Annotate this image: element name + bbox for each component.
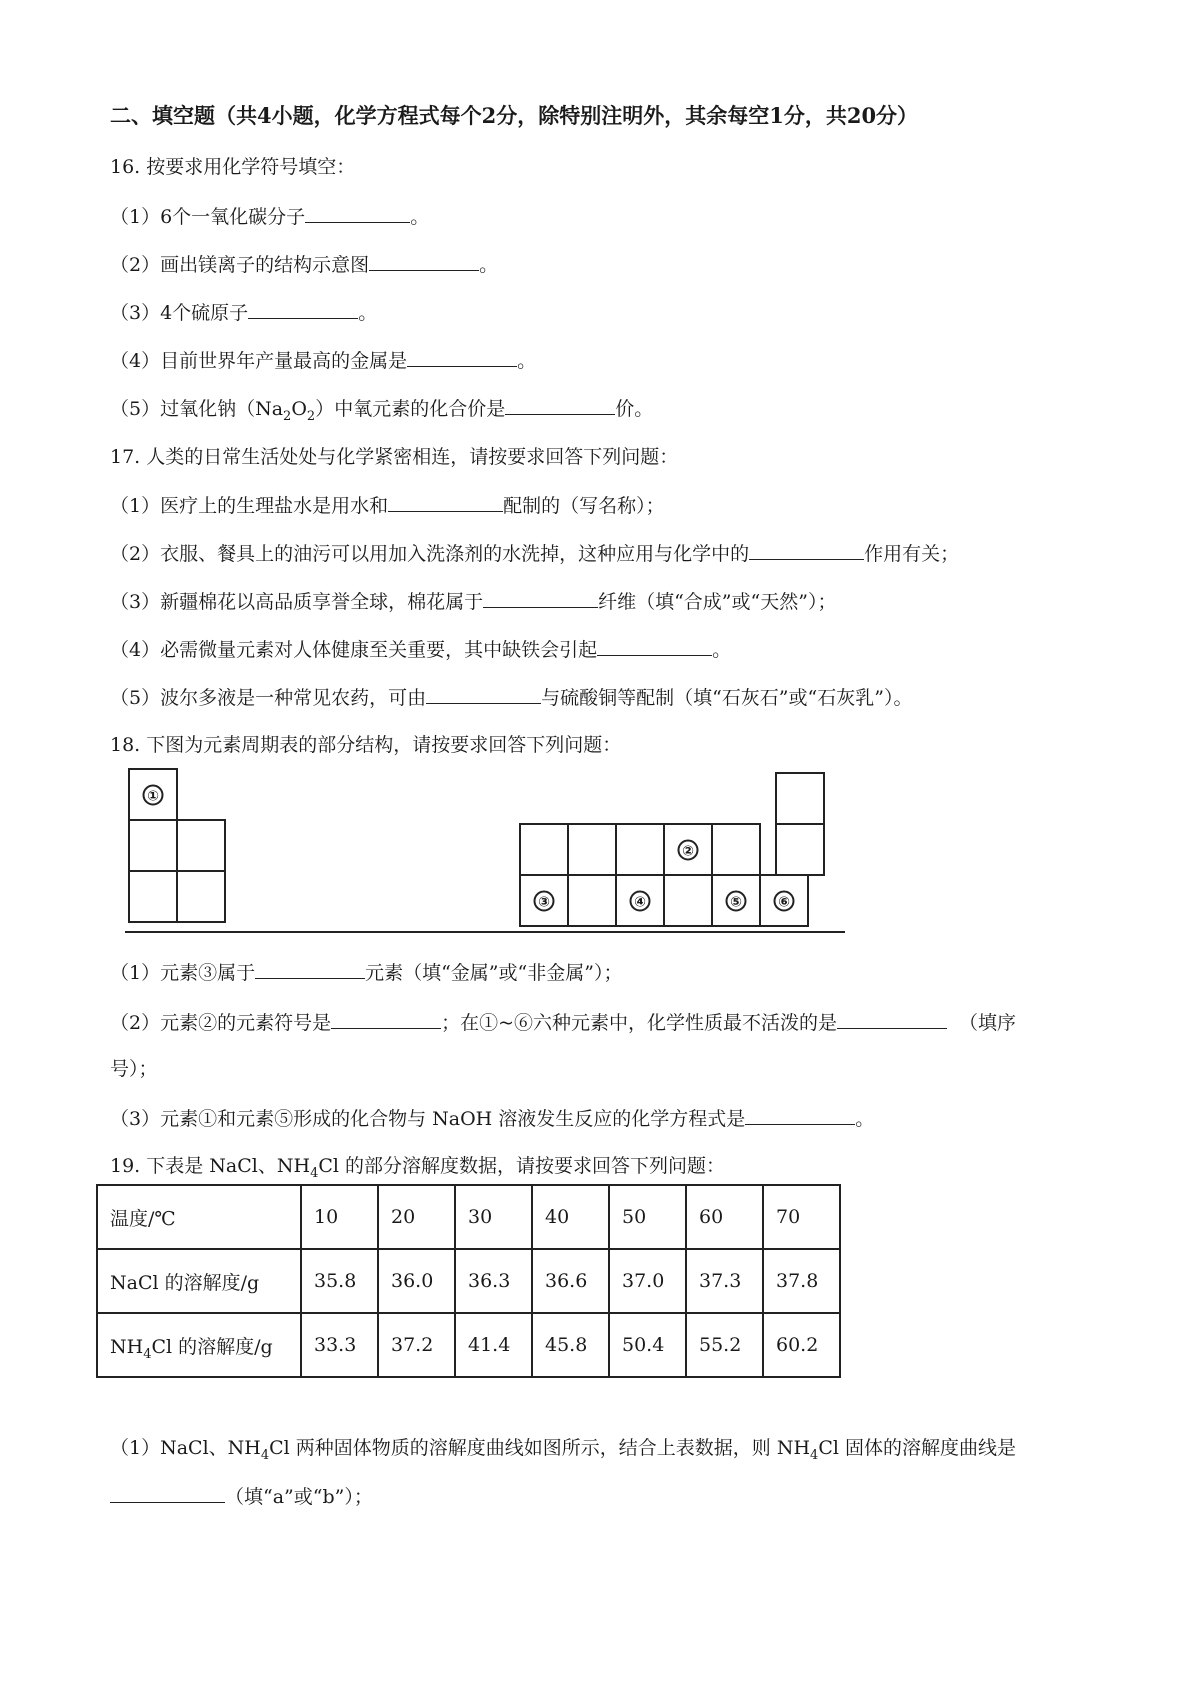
q16-part5-text: （5）过氧化钠（Na <box>110 398 284 420</box>
element-4-label: ④ <box>630 890 651 911</box>
q19-part1 <box>110 1436 1016 1463</box>
q19-part1-text: （填“a”或“b”）； <box>225 1486 373 1508</box>
q18-part2-text: （填序 <box>959 1012 1017 1034</box>
temp-cell: 10 <box>301 1185 378 1249</box>
q16-part3 <box>110 300 377 325</box>
q16-part2-text: （2）画出镁离子的结构示意图 <box>110 254 370 276</box>
q18-stem: 18. 下图为元素周期表的部分结构，请按要求回答下列问题： <box>110 734 622 756</box>
q19-part1-text: Cl 固体的溶解度曲线是 <box>818 1437 1016 1459</box>
q18-part1 <box>110 960 622 985</box>
q18-part3-text: （3）元素①和元素⑤形成的化合物与 NaOH 溶液发生反应的化学方程式是 <box>110 1108 746 1130</box>
q17-part5-text: 与硫酸铜等配制（填“石灰石”或“石灰乳”）。 <box>541 687 913 709</box>
row-label-text: NH <box>110 1335 144 1358</box>
q17-part3-text: （3）新疆棉花以高品质享誉全球，棉花属于 <box>110 591 484 613</box>
nacl-cell: 36.0 <box>378 1249 455 1313</box>
pt-cell-element-4 <box>615 874 665 927</box>
table-row <box>97 1249 840 1313</box>
q18-part1-text: （1）元素③属于 <box>110 962 256 984</box>
answer-blank[interactable] <box>110 1484 225 1503</box>
answer-blank[interactable] <box>388 493 503 512</box>
nh4cl-cell: 60.2 <box>763 1313 840 1377</box>
pt-cell-element-2 <box>663 823 713 876</box>
subscript: 4 <box>810 1447 819 1463</box>
q17-part2 <box>110 541 959 566</box>
q16-part1-end: 。 <box>410 206 430 228</box>
answer-blank[interactable] <box>505 396 615 415</box>
answer-blank[interactable] <box>749 541 864 560</box>
row-label-text: Cl 的溶解度/g <box>151 1335 273 1358</box>
q17-part1-text: （1）医疗上的生理盐水是用水和 <box>110 495 389 517</box>
pt-cell <box>615 823 665 876</box>
q16-part4-text: （4）目前世界年产量最高的金属是 <box>110 350 408 372</box>
q17-stem: 17. 人类的日常生活处处与化学紧密相连，请按要求回答下列问题： <box>110 446 679 468</box>
q16-stem: 16. 按要求用化学符号填空： <box>110 156 356 178</box>
nacl-cell: 35.8 <box>301 1249 378 1313</box>
section-title: 二、填空题（共4小题，化学方程式每个2分，除特别注明外，其余每空1分，共20分） <box>110 103 919 128</box>
temp-cell: 50 <box>609 1185 686 1249</box>
answer-blank[interactable] <box>248 300 358 319</box>
pt-cell <box>519 823 569 876</box>
nh4cl-cell: 37.2 <box>378 1313 455 1377</box>
answer-blank[interactable] <box>426 685 541 704</box>
pt-cell <box>567 874 617 927</box>
q19-stem-text: 19. 下表是 NaCl、NH <box>110 1155 311 1177</box>
answer-blank[interactable] <box>837 1010 947 1029</box>
answer-blank[interactable] <box>745 1106 855 1125</box>
pt-cell-element-1 <box>128 768 178 821</box>
q16-part5 <box>110 396 654 424</box>
answer-blank[interactable] <box>305 204 410 223</box>
q17-part5-text: （5）波尔多液是一种常见农药，可由 <box>110 687 427 709</box>
q19-part1-text: Cl 两种固体物质的溶解度曲线如图所示，结合上表数据，则 NH <box>269 1437 811 1459</box>
answer-blank[interactable] <box>483 589 598 608</box>
temp-cell: 30 <box>455 1185 532 1249</box>
nh4cl-cell: 50.4 <box>609 1313 686 1377</box>
q17-part2-text: （2）衣服、餐具上的油污可以用加入洗涤剂的水洗掉，这种应用与化学中的 <box>110 543 750 565</box>
nacl-cell: 37.8 <box>763 1249 840 1313</box>
q19-part1-cont <box>110 1484 373 1509</box>
pt-cell <box>128 819 178 872</box>
nh4cl-cell: 55.2 <box>686 1313 763 1377</box>
element-5-label: ⑤ <box>726 890 747 911</box>
element-3-label: ③ <box>534 890 555 911</box>
q17-part3 <box>110 589 836 614</box>
pt-cell <box>128 870 178 923</box>
q19-stem-text: Cl 的部分溶解度数据，请按要求回答下列问题： <box>318 1155 725 1177</box>
pt-cell <box>711 823 761 876</box>
q16-part5-text: ）中氧元素的化合价是 <box>315 398 506 420</box>
answer-blank[interactable] <box>407 348 517 367</box>
answer-blank[interactable] <box>597 637 712 656</box>
solubility-table <box>96 1184 841 1378</box>
q16-part4 <box>110 348 536 373</box>
q16-part5-end: 价。 <box>615 398 654 420</box>
answer-blank[interactable] <box>331 1010 441 1029</box>
nh4cl-cell: 45.8 <box>532 1313 609 1377</box>
subscript: 4 <box>310 1165 319 1181</box>
pt-cell <box>567 823 617 876</box>
q16-part3-text: （3）4个硫原子 <box>110 302 249 324</box>
q16-part1 <box>110 204 429 229</box>
table-row <box>97 1313 840 1377</box>
element-2-label: ② <box>678 839 699 860</box>
pt-cell <box>775 823 825 876</box>
temp-cell: 20 <box>378 1185 455 1249</box>
pt-cell-element-3 <box>519 874 569 927</box>
q17-part5 <box>110 685 912 710</box>
q18-part2 <box>110 1010 1016 1035</box>
row-label-nh4cl <box>97 1313 301 1377</box>
nh4cl-cell: 33.3 <box>301 1313 378 1377</box>
element-6-label: ⑥ <box>774 890 795 911</box>
subscript: 2 <box>283 408 292 424</box>
pt-cell <box>176 870 226 923</box>
pt-cell-element-6 <box>759 874 809 927</box>
temp-cell: 40 <box>532 1185 609 1249</box>
q18-part2-text: （2）元素②的元素符号是 <box>110 1012 332 1034</box>
pt-cell <box>176 819 226 872</box>
q16-part2-end: 。 <box>479 254 499 276</box>
table-row <box>97 1185 840 1249</box>
subscript: 4 <box>260 1447 270 1463</box>
q18-part2-text: ；在①~⑥六种元素中，化学性质最不活泼的是 <box>441 1012 838 1034</box>
nh4cl-cell: 41.4 <box>455 1313 532 1377</box>
pt-cell <box>775 772 825 825</box>
q16-part3-end: 。 <box>358 302 378 324</box>
nacl-cell: 37.0 <box>609 1249 686 1313</box>
nacl-cell: 36.6 <box>532 1249 609 1313</box>
q17-part4-text: （4）必需微量元素对人体健康至关重要，其中缺铁会引起 <box>110 639 598 661</box>
table-base-line <box>125 931 845 933</box>
subscript: 4 <box>143 1346 152 1362</box>
q17-part2-text: 作用有关； <box>864 543 960 565</box>
q19-part1-text: （1）NaCl、NH <box>110 1437 261 1459</box>
q18-part1-text: 元素（填“金属”或“非金属”）； <box>365 962 623 984</box>
q16-part5-text: O <box>291 398 307 420</box>
q17-part4-text: 。 <box>712 639 732 661</box>
q18-part2-cont: 号）； <box>110 1058 158 1080</box>
element-1-label: ① <box>143 784 164 805</box>
temp-cell: 70 <box>763 1185 840 1249</box>
q18-part3-text: 。 <box>855 1108 875 1130</box>
temp-cell: 60 <box>686 1185 763 1249</box>
subscript: 2 <box>306 408 316 424</box>
q16-part4-end: 。 <box>517 350 537 372</box>
periodic-table-fragment <box>125 768 845 938</box>
q17-part1 <box>110 493 665 518</box>
answer-blank[interactable] <box>255 960 365 979</box>
q16-part2 <box>110 252 498 277</box>
q17-part3-text: 纤维（填“合成”或“天然”）； <box>598 591 837 613</box>
q16-part1-text: （1）6个一氧化碳分子 <box>110 206 306 228</box>
pt-cell-element-5 <box>711 874 761 927</box>
q17-part1-text: 配制的（写名称）； <box>503 495 665 517</box>
q19-stem <box>110 1154 725 1181</box>
row-label-nacl: NaCl 的溶解度/g <box>97 1249 301 1313</box>
answer-blank[interactable] <box>369 252 479 271</box>
row-label-temperature: 温度/℃ <box>97 1185 301 1249</box>
q18-part3 <box>110 1106 874 1131</box>
nacl-cell: 36.3 <box>455 1249 532 1313</box>
q17-part4 <box>110 637 731 662</box>
nacl-cell: 37.3 <box>686 1249 763 1313</box>
pt-cell <box>663 874 713 927</box>
